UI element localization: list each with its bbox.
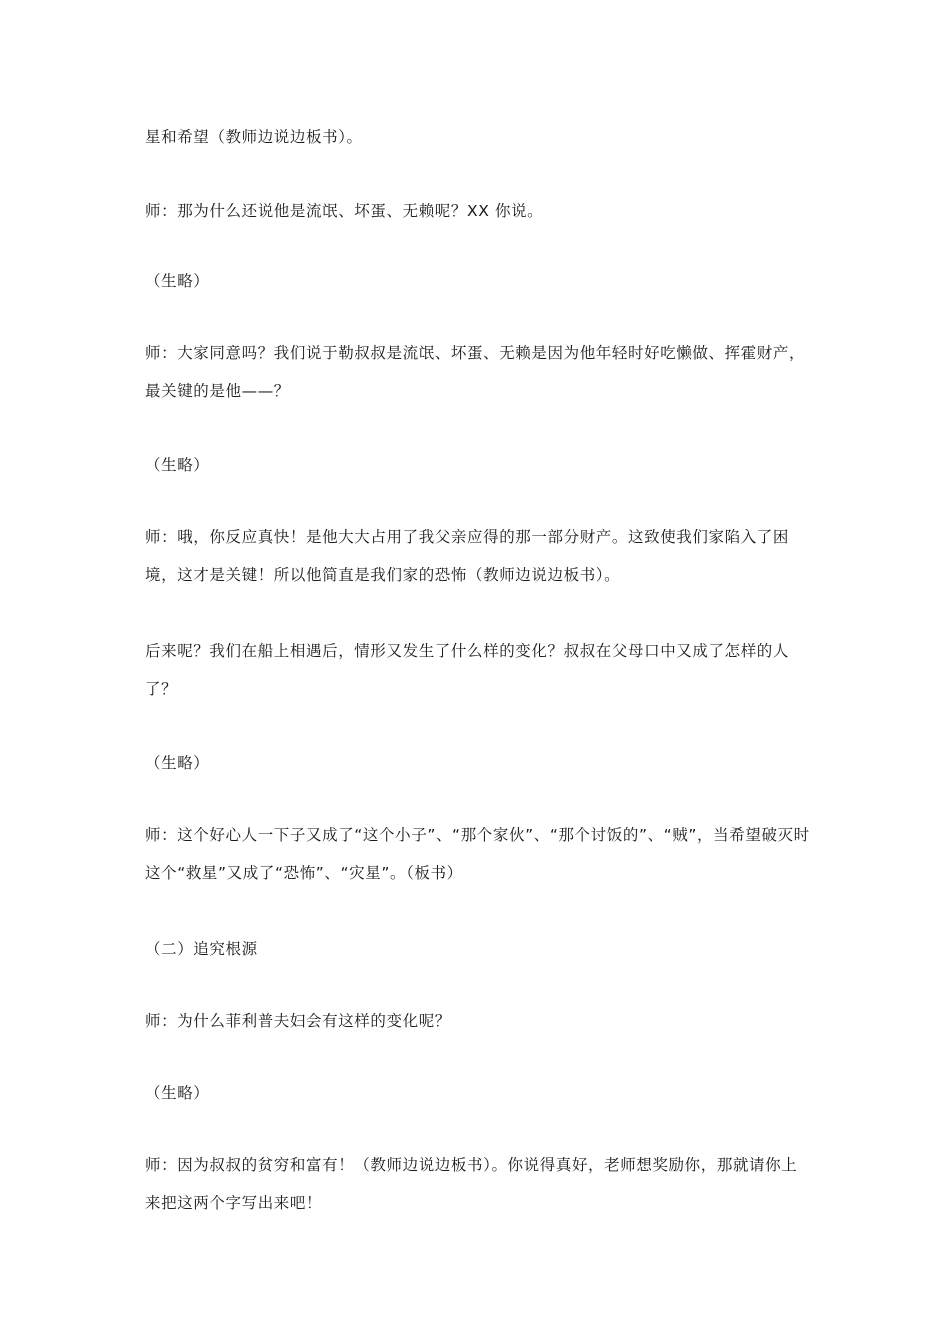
- paragraph: 师：大家同意吗？我们说于勒叔叔是流氓、坏蛋、无赖是因为他年轻时好吃懒做、挥霍财产，最关键的是他——？: [145, 344, 806, 400]
- paragraph: （生略）: [145, 1084, 210, 1102]
- paragraph: 师：哦，你反应真快！是他大大占用了我父亲应得的那一部分财产。这致使我们家陷入了困境，这才是关键！所以他简直是我们家的恐怖（教师边说边板书）。: [145, 528, 790, 584]
- paragraph: 师：因为叔叔的贫穷和富有！（教师边说边板书）。你说得真好，老师想奖励你，那就请你上来把这两个字写出来吧！: [145, 1156, 798, 1212]
- paragraph: 师：那为什么还说他是流氓、坏蛋、无赖呢？XX 你说。: [145, 202, 544, 220]
- paragraph: （生略）: [145, 754, 210, 772]
- section-heading: （二）追究根源: [145, 940, 258, 958]
- paragraph: 星和希望（教师边说边板书）。: [145, 128, 363, 146]
- paragraph: （生略）: [145, 456, 210, 474]
- paragraph: 师：为什么菲利普夫妇会有这样的变化呢？: [145, 1012, 451, 1030]
- paragraph: 师：这个好心人一下子又成了“这个小子”、“那个家伙”、“那个讨饭的”、“贼”，当希望破灭时这个“救星”又成了“恐怖”、“灾星”。（板书）: [145, 826, 810, 882]
- paragraph: 后来呢？我们在船上相遇后，情形又发生了什么样的变化？叔叔在父母口中又成了怎样的人了？: [145, 642, 790, 698]
- paragraph: （生略）: [145, 272, 210, 290]
